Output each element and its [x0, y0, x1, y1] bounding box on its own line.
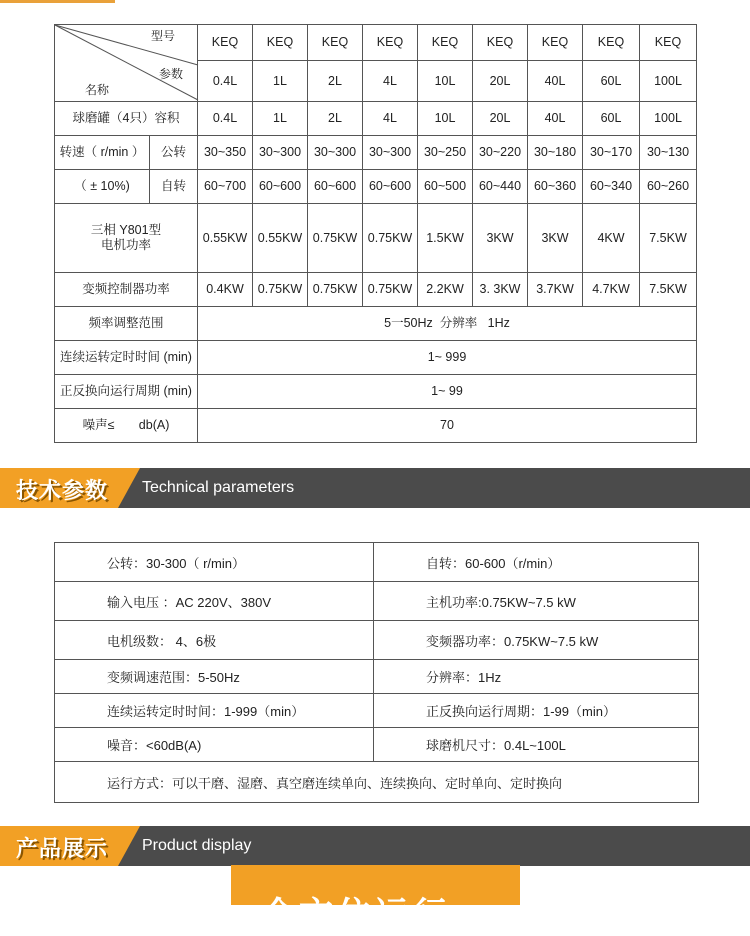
- param-header-label: 参数: [159, 67, 184, 81]
- jar-volume-cell: 4L: [363, 102, 418, 136]
- model-cell: KEQ: [308, 25, 363, 61]
- param-operation-mode: 运行方式：可以干磨、湿磨、真空磨连续单向、连续换向、定时单向、定时换向: [55, 762, 699, 803]
- params-table: [54, 542, 699, 803]
- jar-volume-cell: 2L: [308, 102, 363, 136]
- inverter-power-cell: 7.5KW: [640, 273, 697, 307]
- rotation-cell: 60~600: [253, 170, 308, 204]
- model-cell: KEQ: [473, 25, 528, 61]
- inverter-power-cell: 0.75KW: [363, 273, 418, 307]
- revolution-cell: 30~170: [583, 136, 640, 170]
- motor-power-cell: 3KW: [528, 204, 583, 273]
- param-motor-poles: 电机级数： 4、6极: [55, 621, 374, 660]
- freq-range-label: 频率调整范围: [55, 307, 198, 341]
- param-revolution: 公转：30-300（ r/min）: [55, 543, 374, 582]
- motor-power-cell: 0.75KW: [308, 204, 363, 273]
- motor-power-cell: 4KW: [583, 204, 640, 273]
- model-cell: KEQ: [640, 25, 697, 61]
- jar-volume-cell: 40L: [528, 102, 583, 136]
- param-rotation: 自转：60-600（r/min）: [374, 543, 699, 582]
- revolution-cell: 30~350: [198, 136, 253, 170]
- param-input-voltage: 输入电压 ：AC 220V、380V: [55, 582, 374, 621]
- param-speed-range: 变频调速范围：5-50Hz: [55, 660, 374, 694]
- jar-volume-cell: 1L: [253, 102, 308, 136]
- noise-value: 70: [198, 409, 697, 443]
- param-host-power: 主机功率:0.75KW~7.5 kW: [374, 582, 699, 621]
- motor-label-top: 三相 Y801型: [90, 223, 162, 237]
- timer-value: 1~ 999: [198, 341, 697, 375]
- size-cell: 100L: [640, 61, 697, 102]
- inverter-power-cell: 2.2KW: [418, 273, 473, 307]
- speed-label-bottom: （ ± 10%): [55, 170, 150, 204]
- feature-heading-text: 全方位运行: [261, 895, 451, 935]
- rotation-cell: 60~500: [418, 170, 473, 204]
- tech-params-banner: [0, 468, 750, 508]
- param-inverter-power: 变频器功率：0.75KW~7.5 kW: [374, 621, 699, 660]
- model-cell: KEQ: [418, 25, 473, 61]
- inverter-power-cell: 0.4KW: [198, 273, 253, 307]
- name-header-label: 名称: [85, 83, 110, 97]
- size-cell: 4L: [363, 61, 418, 102]
- spec-table: [54, 24, 697, 443]
- motor-power-label: [55, 204, 198, 273]
- rotation-cell: 60~260: [640, 170, 697, 204]
- param-cycle: 正反换向运行周期：1-99（min）: [374, 694, 699, 728]
- revolution-label: 公转: [150, 136, 198, 170]
- size-cell: 2L: [308, 61, 363, 102]
- inverter-power-cell: 0.75KW: [253, 273, 308, 307]
- rotation-cell: 60~600: [363, 170, 418, 204]
- revolution-cell: 30~300: [363, 136, 418, 170]
- motor-power-cell: 3KW: [473, 204, 528, 273]
- inverter-power-cell: 3. 3KW: [473, 273, 528, 307]
- tech-params-title-en: Technical parameters: [142, 479, 295, 496]
- motor-power-cell: 0.55KW: [253, 204, 308, 273]
- motor-power-cell: 7.5KW: [640, 204, 697, 273]
- jar-volume-cell: 20L: [473, 102, 528, 136]
- product-display-banner: [0, 826, 750, 866]
- motor-power-cell: 0.55KW: [198, 204, 253, 273]
- param-timer: 连续运转定时时间：1-999（min）: [55, 694, 374, 728]
- speed-label-top: 转速（ r/min ）: [55, 136, 150, 170]
- top-accent-bar: [0, 0, 115, 3]
- product-display-title-en: Product display: [142, 837, 252, 854]
- rotation-label: 自转: [150, 170, 198, 204]
- noise-label: 噪声≤ db(A): [55, 409, 198, 443]
- rotation-cell: 60~360: [528, 170, 583, 204]
- inverter-power-cell: 0.75KW: [308, 273, 363, 307]
- cycle-label: 正反换向运行周期 (min): [55, 375, 198, 409]
- motor-label-bottom: 电机功率: [100, 238, 151, 252]
- product-display-title-cn: 产品展示: [16, 837, 109, 862]
- revolution-cell: 30~180: [528, 136, 583, 170]
- inverter-power-cell: 4.7KW: [583, 273, 640, 307]
- revolution-cell: 30~300: [308, 136, 363, 170]
- revolution-cell: 30~220: [473, 136, 528, 170]
- param-noise: 噪音：<60dB(A): [55, 728, 374, 762]
- size-cell: 40L: [528, 61, 583, 102]
- model-cell: KEQ: [528, 25, 583, 61]
- size-cell: 60L: [583, 61, 640, 102]
- rotation-cell: 60~700: [198, 170, 253, 204]
- timer-label: 连续运转定时时间 (min): [55, 341, 198, 375]
- revolution-cell: 30~300: [253, 136, 308, 170]
- rotation-cell: 60~600: [308, 170, 363, 204]
- jar-volume-cell: 10L: [418, 102, 473, 136]
- inverter-power-label: 变频控制器功率: [55, 273, 198, 307]
- motor-power-cell: 0.75KW: [363, 204, 418, 273]
- freq-range-value: 5一50Hz 分辨率 1Hz: [198, 307, 697, 341]
- jar-volume-cell: 60L: [583, 102, 640, 136]
- diagonal-lines: [55, 25, 198, 100]
- model-cell: KEQ: [198, 25, 253, 61]
- size-cell: 10L: [418, 61, 473, 102]
- jar-volume-cell: 100L: [640, 102, 697, 136]
- model-cell: KEQ: [253, 25, 308, 61]
- rotation-cell: 60~440: [473, 170, 528, 204]
- cycle-value: 1~ 99: [198, 375, 697, 409]
- size-cell: 1L: [253, 61, 308, 102]
- model-cell: KEQ: [583, 25, 640, 61]
- inverter-power-cell: 3.7KW: [528, 273, 583, 307]
- revolution-cell: 30~130: [640, 136, 697, 170]
- feature-heading-box: [231, 865, 520, 935]
- revolution-cell: 30~250: [418, 136, 473, 170]
- size-cell: 0.4L: [198, 61, 253, 102]
- jar-volume-label: 球磨罐（4只）容积: [55, 102, 198, 136]
- model-header-label: 型号: [151, 29, 176, 43]
- model-cell: KEQ: [363, 25, 418, 61]
- diagonal-header-cell: [55, 25, 198, 102]
- size-cell: 20L: [473, 61, 528, 102]
- param-size: 球磨机尺寸：0.4L~100L: [374, 728, 699, 762]
- tech-params-title-cn: 技术参数: [16, 479, 109, 504]
- rotation-cell: 60~340: [583, 170, 640, 204]
- jar-volume-cell: 0.4L: [198, 102, 253, 136]
- motor-power-cell: 1.5KW: [418, 204, 473, 273]
- param-resolution: 分辨率：1Hz: [374, 660, 699, 694]
